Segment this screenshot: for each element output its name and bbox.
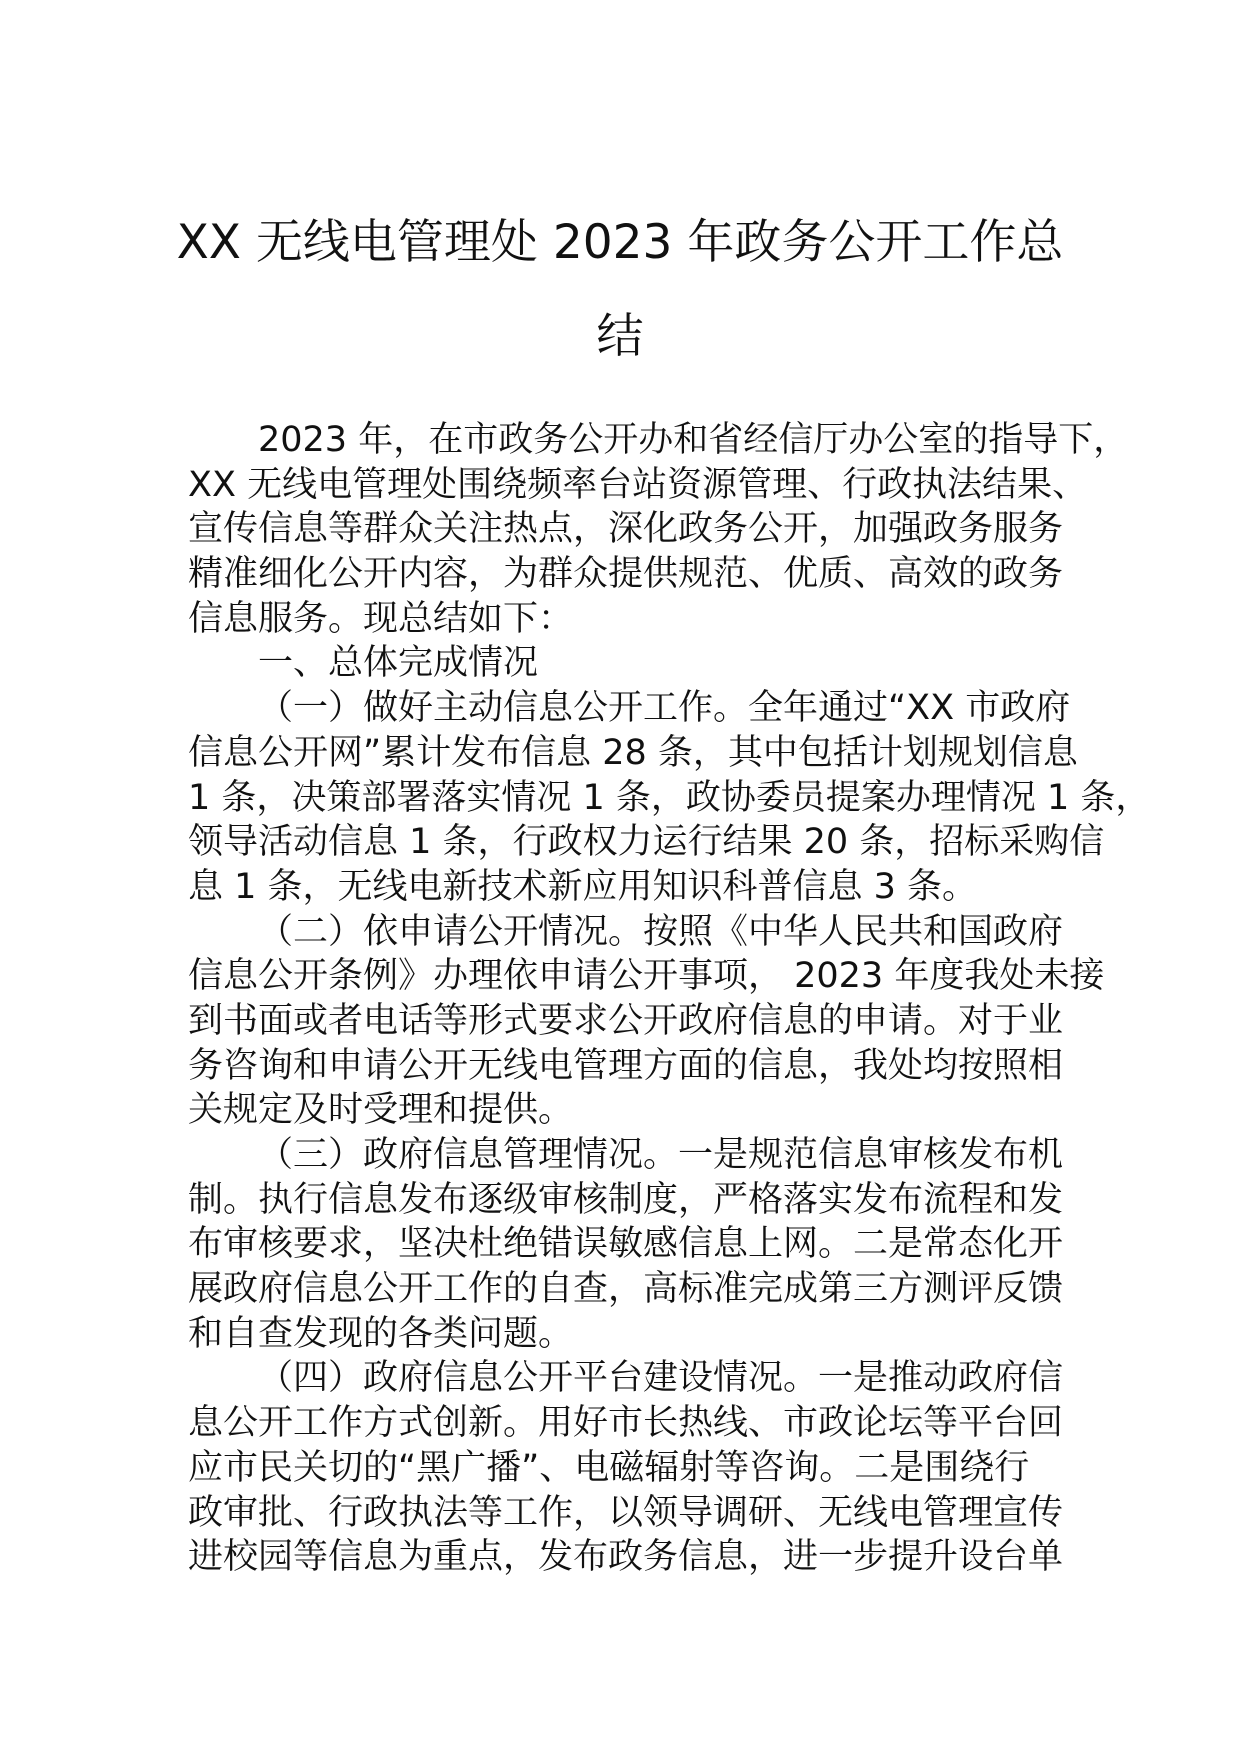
body-line: 布审核要求，坚决杜绝错误敏感信息上网。二是常态化开 <box>188 1224 1064 1265</box>
body-line: 和自查发现的各类问题。 <box>188 1313 574 1354</box>
title-line-1: XX 无线电管理处 2023 年政务公开工作总 <box>176 215 1064 270</box>
body-line: 信息公开网”累计发布信息 28 条，其中包括计划规划信息 <box>188 732 1078 773</box>
body-line: 宣传信息等群众关注热点，深化政务公开，加强政务服务 <box>188 509 1064 550</box>
body-line: 领导活动信息 1 条，行政权力运行结果 20 条，招标采购信 <box>188 822 1105 863</box>
body-line: 应市民关切的“黑广播”、电磁辐射等咨询。二是围绕行 <box>188 1447 1030 1488</box>
body-line: 信息服务。现总结如下： <box>188 598 574 639</box>
document-body <box>188 418 1151 1580</box>
body-line: 息 1 条，无线电新技术新应用知识科普信息 3 条。 <box>188 866 978 907</box>
body-line: 展政府信息公开工作的自查，高标准完成第三方测评反馈 <box>188 1269 1064 1310</box>
body-line: 政审批、行政执法等工作，以领导调研、无线电管理宣传 <box>188 1492 1064 1533</box>
document-title <box>150 196 1090 384</box>
body-line: 到书面或者电话等形式要求公开政府信息的申请。对于业 <box>188 1000 1064 1041</box>
body-line: 一、总体完成情况 <box>258 643 539 684</box>
body-line: 进校园等信息为重点，发布政务信息，进一步提升设台单 <box>188 1537 1064 1578</box>
body-line: 制。执行信息发布逐级审核制度，严格落实发布流程和发 <box>188 1179 1064 1220</box>
body-line: （一）做好主动信息公开工作。全年通过“XX 市政府 <box>258 688 1071 729</box>
body-line: 精准细化公开内容，为群众提供规范、优质、高效的政务 <box>188 554 1064 595</box>
body-line: 信息公开条例》办理依申请公开事项， 2023 年度我处未接 <box>188 956 1105 997</box>
body-line: 关规定及时受理和提供。 <box>188 1090 574 1131</box>
body-line: 息公开工作方式创新。用好市长热线、市政论坛等平台回 <box>188 1403 1064 1444</box>
body-line: 2023 年，在市政务公开办和省经信厅办公室的指导下， <box>258 420 1129 460</box>
body-line: （四）政府信息公开平台建设情况。一是推动政府信 <box>258 1358 1064 1399</box>
body-line: 1 条，决策部署落实情况 1 条，政协委员提案办理情况 1 条， <box>188 777 1151 818</box>
title-line-2: 结 <box>596 309 644 364</box>
body-line: XX 无线电管理处围绕频率台站资源管理、行政执法结果、 <box>188 464 1088 505</box>
body-line: 务咨询和申请公开无线电管理方面的信息，我处均按照相 <box>188 1045 1064 1086</box>
body-line: （三）政府信息管理情况。一是规范信息审核发布机 <box>258 1135 1064 1175</box>
body-line: （二）依申请公开情况。按照《中华人民共和国政府 <box>258 911 1064 952</box>
